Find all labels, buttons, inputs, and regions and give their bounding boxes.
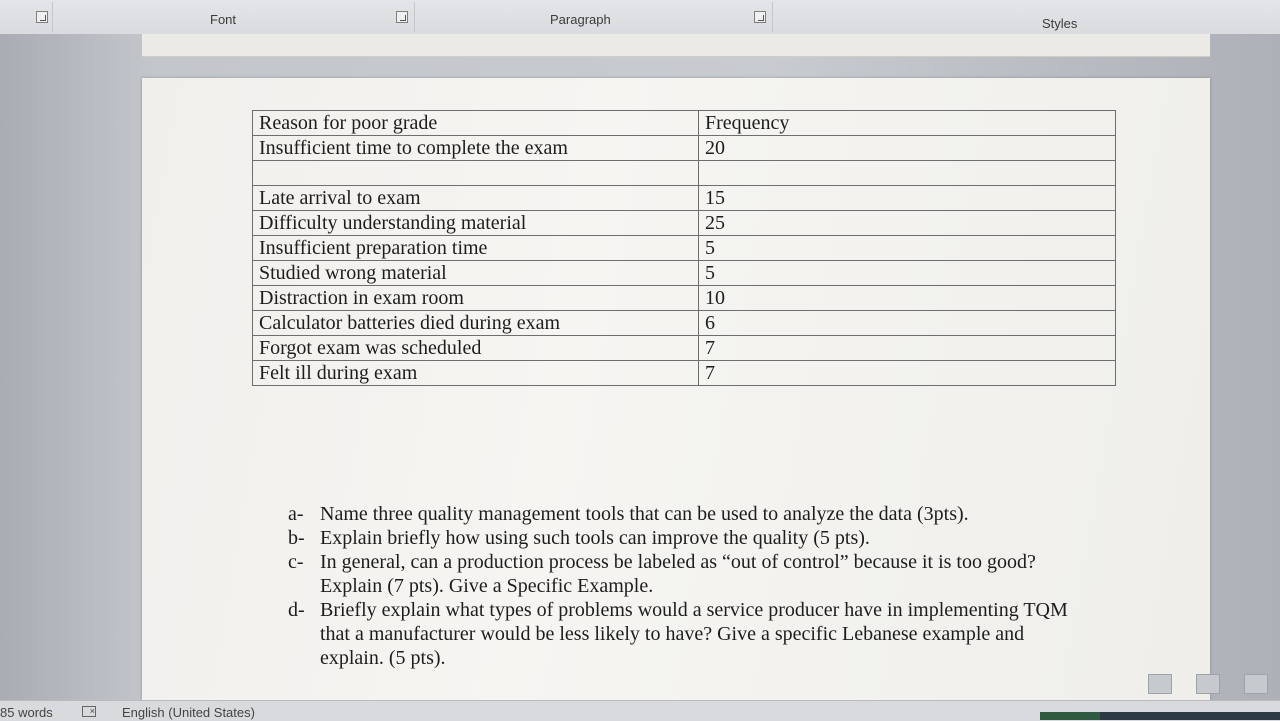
- taskbar-tray: [1100, 712, 1280, 720]
- table-cell-frequency: 10: [699, 286, 1116, 311]
- list-item: [288, 550, 1078, 598]
- question-list: [288, 502, 1078, 670]
- table-cell-frequency: [699, 161, 1116, 186]
- question-letter: c-: [288, 551, 304, 573]
- table-cell-reason: Studied wrong material: [253, 261, 699, 286]
- print-layout-view-icon[interactable]: [1196, 674, 1220, 694]
- list-item: [288, 598, 1078, 670]
- table-cell-reason: Insufficient preparation time: [253, 236, 699, 261]
- table-cell-frequency: 20: [699, 136, 1116, 161]
- paragraph-dialog-launcher-icon[interactable]: [754, 11, 766, 23]
- table-cell-frequency: 25: [699, 211, 1116, 236]
- table-cell-frequency: 5: [699, 236, 1116, 261]
- question-letter: b-: [288, 527, 305, 549]
- table-header-row: [253, 111, 1116, 136]
- question-text: Briefly explain what types of problems would a service producer have in implementing TQM that a manufacturer would be less likely to have? Give a specific Lebanese example and explain. (5 pts).: [320, 599, 1068, 669]
- table-cell-reason: [253, 161, 699, 186]
- table-row: [253, 236, 1116, 261]
- ribbon-group-styles-label: Styles: [1042, 16, 1078, 31]
- ribbon-group-paragraph-label: Paragraph: [550, 12, 611, 27]
- word-count[interactable]: 85 words: [0, 705, 53, 720]
- ribbon-group-labels: [0, 0, 1280, 35]
- previous-page-bottom: [142, 34, 1210, 57]
- reasons-frequency-table[interactable]: [252, 110, 1116, 386]
- table-row: [253, 136, 1116, 161]
- table-cell-reason: Late arrival to exam: [253, 186, 699, 211]
- table-cell-reason: Calculator batteries died during exam: [253, 311, 699, 336]
- font-dialog-launcher-icon[interactable]: [396, 11, 408, 23]
- clipboard-dialog-launcher-icon[interactable]: [36, 11, 48, 23]
- table-cell-reason: Insufficient time to complete the exam: [253, 136, 699, 161]
- table-header-frequency: Frequency: [699, 111, 1116, 136]
- table-cell-reason: Forgot exam was scheduled: [253, 336, 699, 361]
- proofing-errors-icon[interactable]: ×: [82, 706, 96, 717]
- ribbon-separator: [772, 2, 773, 32]
- ribbon-separator: [52, 2, 53, 32]
- table-cell-reason: Felt ill during exam: [253, 361, 699, 386]
- table-row: [253, 261, 1116, 286]
- table-row: [253, 211, 1116, 236]
- table-cell-reason: Distraction in exam room: [253, 286, 699, 311]
- document-workspace: [0, 34, 1280, 700]
- question-text: Name three quality management tools that can be used to analyze the data (3pts).: [320, 503, 969, 525]
- table-cell-frequency: 15: [699, 186, 1116, 211]
- table-row-empty: [253, 161, 1116, 186]
- table-cell-frequency: 6: [699, 311, 1116, 336]
- table-cell-frequency: 7: [699, 336, 1116, 361]
- language-indicator[interactable]: English (United States): [122, 705, 255, 720]
- table-row: [253, 361, 1116, 386]
- list-item: [288, 502, 1078, 526]
- taskbar-app-icon[interactable]: [1040, 712, 1100, 720]
- document-page[interactable]: [142, 78, 1210, 700]
- question-letter: a-: [288, 503, 304, 525]
- list-item: [288, 526, 1078, 550]
- table-row: [253, 311, 1116, 336]
- table-cell-reason: Difficulty understanding material: [253, 211, 699, 236]
- table-cell-frequency: 5: [699, 261, 1116, 286]
- table-cell-frequency: 7: [699, 361, 1116, 386]
- question-text: In general, can a production process be labeled as “out of control” because it is too good? Explain (7 pts). Give a Specific Example.: [320, 551, 1036, 597]
- web-layout-view-icon[interactable]: [1244, 674, 1268, 694]
- read-mode-view-icon[interactable]: [1148, 674, 1172, 694]
- table-row: [253, 336, 1116, 361]
- table-header-reason: Reason for poor grade: [253, 111, 699, 136]
- ribbon-separator: [414, 2, 415, 32]
- question-letter: d-: [288, 599, 305, 621]
- question-text: Explain briefly how using such tools can improve the quality (5 pts).: [320, 527, 870, 549]
- table-row: [253, 286, 1116, 311]
- table-row: [253, 186, 1116, 211]
- ribbon-group-font-label: Font: [210, 12, 237, 27]
